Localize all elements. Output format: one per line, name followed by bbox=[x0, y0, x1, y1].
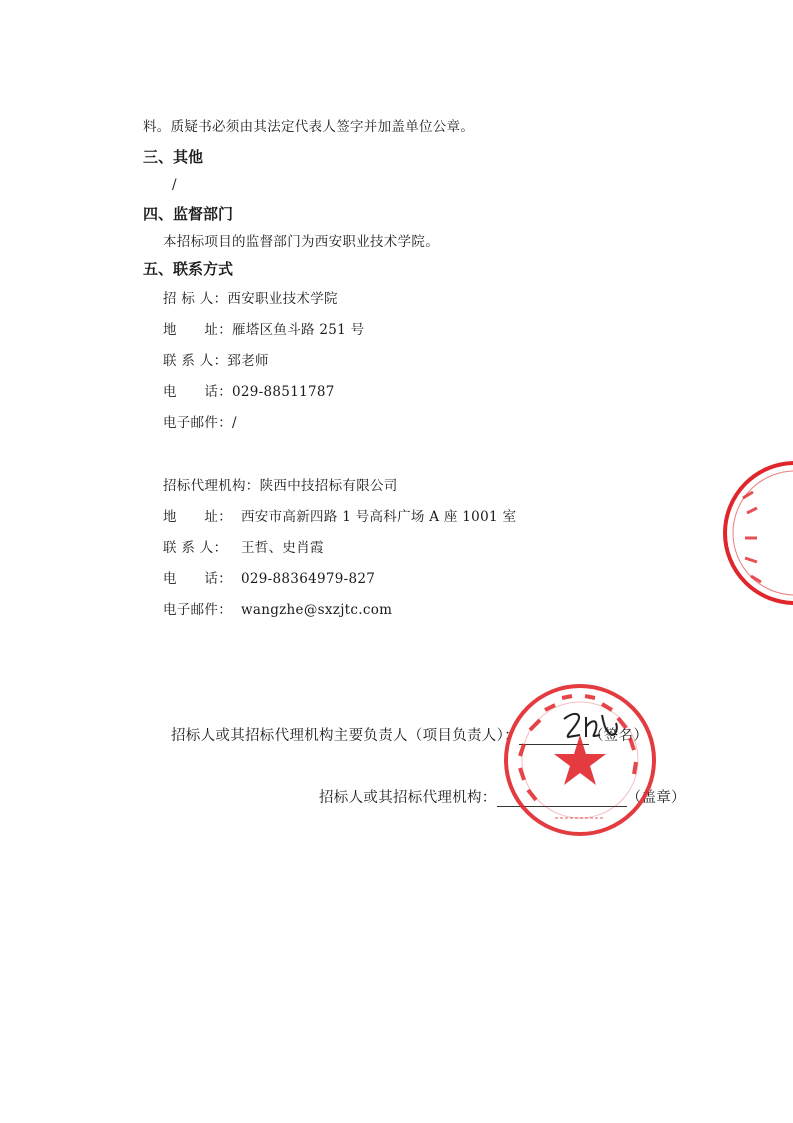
agency-contact-label: 联 系 人： bbox=[163, 540, 228, 556]
company-seal-edge bbox=[715, 458, 793, 608]
tenderer-email-row bbox=[163, 414, 237, 432]
section-contact-heading: 五、联系方式 bbox=[143, 260, 234, 278]
tenderer-email-label: 电子邮件： bbox=[163, 415, 232, 431]
agency-email-label: 电子邮件： bbox=[163, 602, 232, 618]
tenderer-phone-label: 电 话： bbox=[163, 384, 232, 400]
tenderer-contact: 郅老师 bbox=[227, 353, 269, 369]
tenderer-name: 西安职业技术学院 bbox=[227, 291, 338, 307]
agency-email: wangzhe@sxzjtc.com bbox=[241, 602, 393, 618]
section-other-heading: 三、其他 bbox=[143, 148, 204, 166]
agency-name-row bbox=[163, 477, 398, 495]
agency-address-label: 地 址： bbox=[163, 509, 232, 525]
agency-name-label: 招标代理机构： bbox=[163, 478, 260, 494]
tenderer-phone-row bbox=[163, 383, 335, 401]
tenderer-address: 雁塔区鱼斗路 251 号 bbox=[232, 322, 365, 338]
principal-signature-suffix: （签名） bbox=[588, 728, 649, 744]
section-supervision-content: 本招标项目的监督部门为西安职业技术学院。 bbox=[163, 234, 439, 250]
section-other-content: / bbox=[172, 177, 177, 193]
tenderer-phone: 029-88511787 bbox=[232, 384, 335, 400]
principal-signature-label: 招标人或其招标代理机构主要负责人（项目负责人）： bbox=[171, 728, 519, 744]
agency-contact-row bbox=[163, 539, 324, 557]
agency-name: 陕西中技招标有限公司 bbox=[259, 478, 398, 494]
tenderer-name-label: 招 标 人： bbox=[163, 291, 228, 307]
agency-address-row bbox=[163, 508, 516, 526]
agency-address: 西安市高新四路 1 号高科广场 A 座 1001 室 bbox=[241, 509, 517, 525]
agency-contact: 王哲、史肖霞 bbox=[241, 540, 324, 556]
company-seal bbox=[500, 680, 660, 840]
tenderer-address-row bbox=[163, 321, 364, 339]
agency-signature-suffix: （盖章） bbox=[626, 790, 686, 806]
section-supervision-heading: 四、监督部门 bbox=[143, 205, 234, 223]
tenderer-contact-label: 联 系 人： bbox=[163, 353, 228, 369]
tenderer-contact-row bbox=[163, 352, 269, 370]
tenderer-name-row bbox=[163, 290, 338, 308]
agency-phone-label: 电 话： bbox=[163, 571, 232, 587]
tenderer-address-label: 地 址： bbox=[163, 322, 232, 338]
agency-signature-label: 招标人或其招标代理机构： bbox=[319, 790, 497, 806]
agency-phone-row bbox=[163, 570, 375, 588]
agency-phone: 029-88364979-827 bbox=[241, 571, 376, 587]
agency-email-row bbox=[163, 601, 392, 619]
intro-tail-text: 料。质疑书必须由其法定代表人签字并加盖单位公章。 bbox=[143, 119, 475, 135]
tenderer-email: / bbox=[232, 415, 237, 431]
